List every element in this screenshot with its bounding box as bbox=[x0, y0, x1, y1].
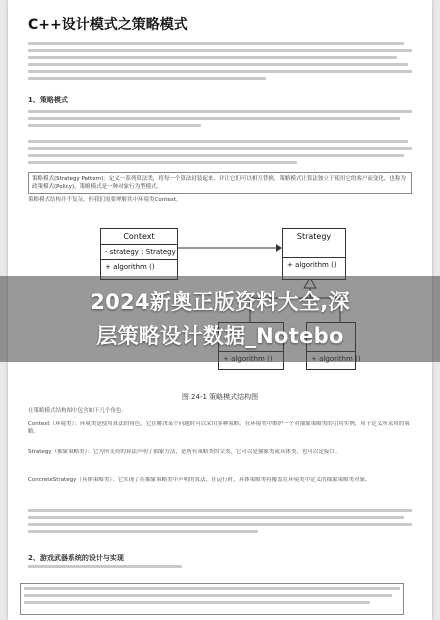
role-strategy: Strategy（抽象策略类）：它为所支持的算法声明了抽象方法，是所有策略类的父类，它可以是抽象类或具体类，也可以是接口。 bbox=[28, 449, 341, 455]
roles-intro: 在策略模式结构图中包含如下几个角色： bbox=[28, 408, 128, 414]
structure-intro: 策略模式结构并不复杂，但我们需要理解其中环境类Context。 bbox=[28, 197, 182, 203]
uml-operation: + algorithm () bbox=[287, 261, 337, 269]
weapon-paragraph bbox=[28, 565, 412, 572]
uml-class-strategy bbox=[282, 228, 346, 280]
section-heading-weapon-system: 2、游戏武器系统的设计与实现 bbox=[28, 554, 124, 562]
role-context: Context（环境类）：环境类是使用算法的角色，它在解决某个问题时可以采用多种策略。在环境类中维护一个对抽象策略类的引用实例，用于定义所采用的策略。 bbox=[28, 421, 410, 435]
uml-attribute: - strategy : Strategy bbox=[101, 245, 177, 260]
uml-operation: + algorithm () bbox=[105, 263, 155, 271]
uml-class-context bbox=[100, 228, 178, 280]
section-paragraph bbox=[28, 110, 412, 131]
document-title: C++设计模式之策略模式 bbox=[28, 17, 188, 33]
banner-line-2: 层策略设计数据_Notebo bbox=[96, 324, 344, 348]
uml-class-name: Strategy bbox=[283, 229, 345, 258]
closing-paragraph bbox=[28, 509, 412, 537]
figure-caption: 图 24-1 策略模式结构图 bbox=[181, 393, 259, 401]
intro-paragraph bbox=[28, 42, 412, 84]
uml-class-name: Context bbox=[101, 229, 177, 245]
definition-box: 策略模式(Strategy Pattern)：定义一系列算法类，将每一个算法封装起来，并让它们可以相互替换，策略模式让算法独立于使用它的客户而变化，也称为政策模式(Policy)。策略模式是一种对象行为型模式。 bbox=[28, 172, 412, 194]
section-heading-strategy: 1、策略模式 bbox=[28, 96, 68, 104]
role-concrete-strategy: ConcreteStrategy（具体策略类）：它实现了在抽象策略类中声明的算法，在运行时，具体策略类将覆盖在环境类中定义的抽象策略类对象。 bbox=[28, 477, 371, 483]
requirement-box bbox=[20, 583, 404, 615]
section-paragraph-2 bbox=[28, 140, 412, 168]
title-banner bbox=[0, 276, 440, 362]
banner-line-1: 2024新奥正版资料大全,深 bbox=[90, 290, 350, 314]
